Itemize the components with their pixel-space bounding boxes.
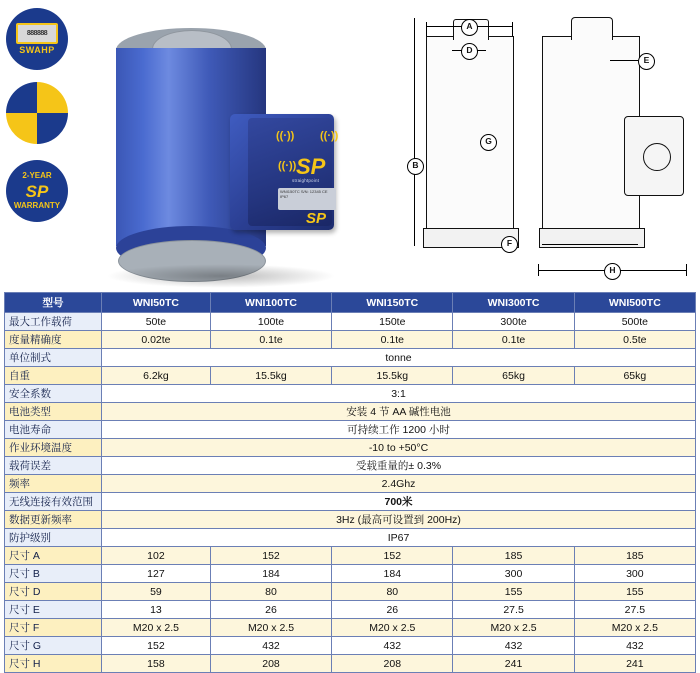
- cell-value: 300: [574, 565, 695, 583]
- row-label: 无线连接有效范围: [5, 493, 102, 511]
- warranty-badge-bottom-text: WARRANTY: [13, 200, 61, 210]
- table-row: [5, 331, 696, 349]
- cell-value: 432: [210, 637, 331, 655]
- table-row: [5, 583, 696, 601]
- cell-value: 300: [453, 565, 574, 583]
- dimension-tick: [686, 264, 687, 276]
- cell-value: 432: [453, 637, 574, 655]
- cell-value: 15.5kg: [332, 367, 453, 385]
- row-label: 电池类型: [5, 403, 102, 421]
- row-label: 尺寸 G: [5, 637, 102, 655]
- table-row: [5, 547, 696, 565]
- row-label: 尺寸 F: [5, 619, 102, 637]
- cell-value: 65kg: [574, 367, 695, 385]
- row-label: 尺寸 E: [5, 601, 102, 619]
- cell-value: 受载重量的± 0.3%: [102, 457, 696, 475]
- column-header: WNI100TC: [210, 293, 331, 313]
- table-row: [5, 439, 696, 457]
- row-label: 尺寸 H: [5, 655, 102, 673]
- cell-value: 432: [332, 637, 453, 655]
- cell-value: 50te: [102, 313, 211, 331]
- warranty-badge: [6, 160, 68, 222]
- sp-logo-icon: SP: [25, 181, 49, 201]
- table-row: [5, 421, 696, 439]
- cell-value: M20 x 2.5: [453, 619, 574, 637]
- cell-value: tonne: [102, 349, 696, 367]
- product-label: WNI150TC S/N: 12345 CE IP67: [278, 188, 336, 210]
- cell-value: 155: [453, 583, 574, 601]
- cell-value: 3Hz (最高可设置到 200Hz): [102, 511, 696, 529]
- row-label: 尺寸 B: [5, 565, 102, 583]
- table-row: [5, 475, 696, 493]
- cell-value: 27.5: [574, 601, 695, 619]
- table-row: [5, 619, 696, 637]
- table-row: [5, 457, 696, 475]
- row-label: 尺寸 A: [5, 547, 102, 565]
- cell-value: 208: [332, 655, 453, 673]
- cell-value: 152: [102, 637, 211, 655]
- cell-value: 208: [210, 655, 331, 673]
- table-row: [5, 403, 696, 421]
- cell-value: 152: [210, 547, 331, 565]
- wifi-icon: ((·)): [278, 160, 297, 172]
- table-row: [5, 529, 696, 547]
- row-label: 载荷误差: [5, 457, 102, 475]
- row-label: 自重: [5, 367, 102, 385]
- table-header-row: [5, 293, 696, 313]
- side-view-transmitter: [624, 116, 684, 196]
- cell-value: 432: [574, 637, 695, 655]
- cell-value: 100te: [210, 313, 331, 331]
- dimension-label-e: E: [638, 53, 655, 70]
- table-row: [5, 349, 696, 367]
- product-illustration-area: [0, 0, 700, 292]
- cell-value: 127: [102, 565, 211, 583]
- cell-value: 500te: [574, 313, 695, 331]
- cell-value: 80: [210, 583, 331, 601]
- cell-value: 可持续工作 1200 小时: [102, 421, 696, 439]
- dimension-tick: [538, 264, 539, 276]
- cell-value: 185: [453, 547, 574, 565]
- cell-value: 300te: [453, 313, 574, 331]
- cell-value: IP67: [102, 529, 696, 547]
- dimension-label-f: F: [501, 236, 518, 253]
- row-label: 防护级别: [5, 529, 102, 547]
- dimension-label-a: A: [461, 19, 478, 36]
- table-row: [5, 601, 696, 619]
- side-view-transmitter-circle: [643, 143, 671, 171]
- wifi-icon: ((·)): [276, 130, 295, 142]
- row-label: 频率: [5, 475, 102, 493]
- cell-value: M20 x 2.5: [332, 619, 453, 637]
- cell-value: -10 to +50°C: [102, 439, 696, 457]
- cell-value: 59: [102, 583, 211, 601]
- cell-value: 184: [210, 565, 331, 583]
- dimension-line-e: [610, 60, 638, 61]
- dimension-label-h: H: [604, 263, 621, 280]
- table-row: [5, 313, 696, 331]
- swahp-badge-lcd: 888888: [16, 23, 58, 44]
- row-label: 单位制式: [5, 349, 102, 367]
- table-row: [5, 385, 696, 403]
- brand-subtitle: straightpoint: [292, 178, 320, 183]
- sp-logo-icon: SP: [296, 154, 326, 179]
- row-label: 数据更新频率: [5, 511, 102, 529]
- cell-value: 241: [574, 655, 695, 673]
- specification-table: [4, 292, 696, 673]
- cell-value: 0.1te: [210, 331, 331, 349]
- pie-badge-quadrant: [6, 113, 37, 144]
- table-row: [5, 367, 696, 385]
- cell-value: 80: [332, 583, 453, 601]
- cell-value: 0.1te: [453, 331, 574, 349]
- cell-value: 27.5: [453, 601, 574, 619]
- cell-value: 13: [102, 601, 211, 619]
- render-shadow: [106, 264, 336, 288]
- cell-value: 0.02te: [102, 331, 211, 349]
- cell-value: 6.2kg: [102, 367, 211, 385]
- transmitter-box: [230, 114, 339, 230]
- dimension-label-b: B: [407, 158, 424, 175]
- table-row: [5, 565, 696, 583]
- cell-value: 700米: [102, 493, 696, 511]
- dimension-label-g: G: [480, 134, 497, 151]
- dimension-line-f: [542, 244, 638, 245]
- row-label: 尺寸 D: [5, 583, 102, 601]
- warranty-badge-top-text: 2-YEAR: [22, 171, 52, 181]
- side-view-base: [539, 228, 645, 248]
- table-row: [5, 637, 696, 655]
- cell-value: 0.1te: [332, 331, 453, 349]
- column-header: WNI300TC: [453, 293, 574, 313]
- cell-value: 185: [574, 547, 695, 565]
- cell-value: M20 x 2.5: [102, 619, 211, 637]
- pie-badge-quadrant: [6, 82, 37, 113]
- dimension-tick: [426, 22, 427, 36]
- technical-drawings: [392, 8, 692, 284]
- cell-value: 184: [332, 565, 453, 583]
- cell-value: 2.4Ghz: [102, 475, 696, 493]
- cell-value: 158: [102, 655, 211, 673]
- cell-value: 26: [210, 601, 331, 619]
- cell-value: 0.5te: [574, 331, 695, 349]
- wifi-icon: ((·)): [320, 130, 339, 142]
- row-label: 作业环境温度: [5, 439, 102, 457]
- table-row: [5, 511, 696, 529]
- cell-value: 15.5kg: [210, 367, 331, 385]
- dimension-tick: [512, 22, 513, 36]
- table-body: [5, 313, 696, 673]
- row-label: 度量精确度: [5, 331, 102, 349]
- cell-value: 150te: [332, 313, 453, 331]
- pie-badge-quadrant: [37, 113, 68, 144]
- column-header: WNI500TC: [574, 293, 695, 313]
- swahp-badge: [6, 8, 68, 70]
- cell-value: 3:1: [102, 385, 696, 403]
- cell-value: 102: [102, 547, 211, 565]
- table-row: [5, 493, 696, 511]
- table-row: [5, 655, 696, 673]
- load-cell-render: [96, 14, 376, 276]
- column-header: WNI50TC: [102, 293, 211, 313]
- sp-logo-icon: SP: [306, 210, 327, 227]
- row-label: 最大工作载荷: [5, 313, 102, 331]
- cell-value: 26: [332, 601, 453, 619]
- column-header: 型号: [5, 293, 102, 313]
- column-header: WNI150TC: [332, 293, 453, 313]
- side-view-boss: [571, 17, 613, 40]
- cell-value: 152: [332, 547, 453, 565]
- pie-badge: [6, 82, 68, 144]
- swahp-badge-caption: SWAHP: [19, 44, 55, 55]
- cell-value: 安装 4 节 AA 碱性电池: [102, 403, 696, 421]
- transmitter-face: [248, 118, 339, 227]
- cell-value: 65kg: [453, 367, 574, 385]
- row-label: 电池寿命: [5, 421, 102, 439]
- front-view-drawing: [426, 36, 514, 248]
- cell-value: M20 x 2.5: [210, 619, 331, 637]
- cell-value: M20 x 2.5: [574, 619, 695, 637]
- dimension-line-b: [414, 18, 415, 246]
- dimension-label-d: D: [461, 43, 478, 60]
- pie-badge-quadrant: [37, 82, 68, 113]
- cell-value: 241: [453, 655, 574, 673]
- cell-value: 155: [574, 583, 695, 601]
- row-label: 安全系数: [5, 385, 102, 403]
